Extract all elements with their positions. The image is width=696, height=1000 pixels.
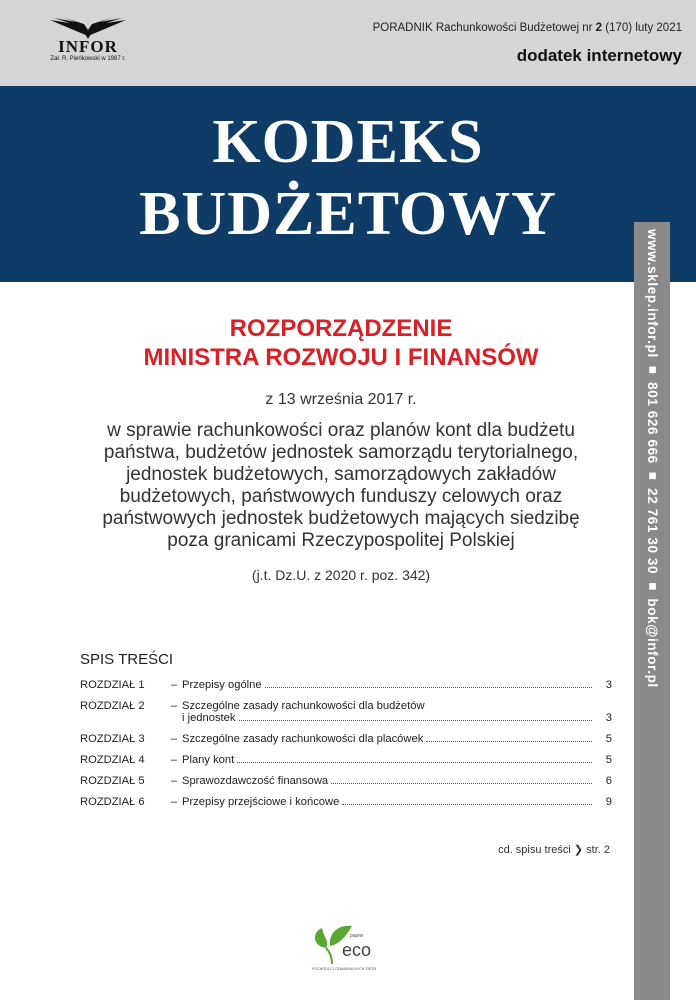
infor-logo [40, 16, 136, 68]
toc-page: 5 [605, 754, 612, 766]
toc-page: 6 [605, 775, 612, 787]
subject-line: państwowych jednostek budżetowych mających siedzibę [102, 508, 580, 529]
toc-chapter: ROZDZIAŁ 4 [80, 754, 145, 766]
eco-small-bottom: POCHODZI Z ODNAWIALNYCH ŹRÓDEŁ [312, 967, 376, 971]
toc-leader [237, 762, 592, 763]
eco-small-top: papier [350, 933, 364, 939]
toc-chapter: ROZDZIAŁ 2 [80, 700, 145, 712]
journal-reference: (j.t. Dz.U. z 2020 r. poz. 342) [251, 567, 431, 583]
toc-title: Sprawozdawczość finansowa [182, 775, 329, 787]
toc-chapter: ROZDZIAŁ 3 [80, 733, 145, 745]
toc-leader [331, 783, 592, 784]
toc-item-6[interactable] [80, 796, 612, 808]
toc-item-3[interactable] [80, 733, 612, 745]
subject-line: państwa, budżetów jednostek samorządu terytorialnego, [103, 442, 579, 463]
toc-item-4[interactable] [80, 754, 612, 766]
contact-text: www.sklep.infor.pl ■ 801 626 666 ■ 22 761 30 30 ■ bok@infor.pl [645, 229, 660, 688]
toc-dash: – [170, 700, 178, 712]
toc-title: Szczególne zasady rachunkowości dla budżetów [182, 700, 425, 712]
book-title [0, 106, 696, 250]
toc-heading: SPIS TREŚCI [80, 651, 174, 668]
logo-wordmark: INFOR [58, 37, 118, 56]
book-title-line1: KODEKS [212, 108, 484, 176]
eco-label: eco [342, 940, 372, 960]
toc-title-continued: i jednostek [182, 712, 236, 724]
toc-dash: – [170, 796, 178, 808]
toc-page: 3 [605, 712, 612, 724]
regulation-title [60, 314, 622, 372]
subject-line: jednostek budżetowych, samorządowych zakładów [126, 464, 556, 485]
toc-chapter: ROZDZIAŁ 5 [80, 775, 145, 787]
book-title-line2: BUDŻETOWY [139, 180, 557, 248]
header-strip [0, 0, 696, 86]
toc-dash: – [170, 679, 178, 691]
toc-page: 9 [605, 796, 612, 808]
toc-page: 5 [605, 733, 612, 745]
toc-page: 3 [605, 679, 612, 691]
toc-title: Plany kont [182, 754, 235, 766]
toc-chapter: ROZDZIAŁ 6 [80, 796, 145, 808]
toc-dash: – [170, 733, 178, 745]
subject-line: w sprawie rachunkowości oraz planów kont dla budżetu [107, 420, 575, 441]
regulation-subject [60, 420, 622, 552]
toc-dash: – [170, 754, 178, 766]
toc-leader [239, 720, 593, 721]
toc-chapter: ROZDZIAŁ 1 [80, 679, 145, 691]
toc-continuation-link[interactable]: cd. spisu treści ❯ str. 2 [498, 844, 610, 856]
toc-leader [342, 804, 592, 805]
table-of-contents [80, 679, 612, 817]
supplement-label: dodatek internetowy [516, 46, 682, 65]
toc-dash: – [170, 775, 178, 787]
regulation-block [60, 314, 622, 583]
eco-paper-badge [310, 918, 376, 974]
series-line [373, 22, 682, 34]
toc-item-1[interactable] [80, 679, 612, 691]
regulation-title-line1: ROZPORZĄDZENIE [229, 315, 453, 342]
toc-leader [426, 741, 592, 742]
toc-title: Przepisy ogólne [182, 679, 262, 691]
issue-number: 2 [595, 22, 603, 34]
leaf-icon [310, 918, 376, 974]
toc-title: Szczególne zasady rachunkowości dla placówek [182, 733, 424, 745]
subject-line: budżetowych, państwowych funduszy celowych oraz [119, 486, 563, 507]
toc-title: Przepisy przejściowe i końcowe [182, 796, 340, 808]
toc-item-2[interactable] [80, 700, 612, 724]
toc-item-5[interactable] [80, 775, 612, 787]
title-band [0, 86, 696, 282]
regulation-date: z 13 września 2017 r. [265, 391, 417, 408]
series-prefix: PORADNIK Rachunkowości Budżetowej nr [372, 22, 593, 34]
subject-line: poza granicami Rzeczypospolitej Polskiej [167, 530, 515, 551]
regulation-title-line2: MINISTRA ROZWOJU I FINANSÓW [143, 344, 539, 371]
toc-leader [265, 687, 592, 688]
issue-date: (170) luty 2021 [605, 22, 682, 34]
logo-subtitle: Zał. R. Pieńkowski w 1987 r. [50, 56, 126, 62]
